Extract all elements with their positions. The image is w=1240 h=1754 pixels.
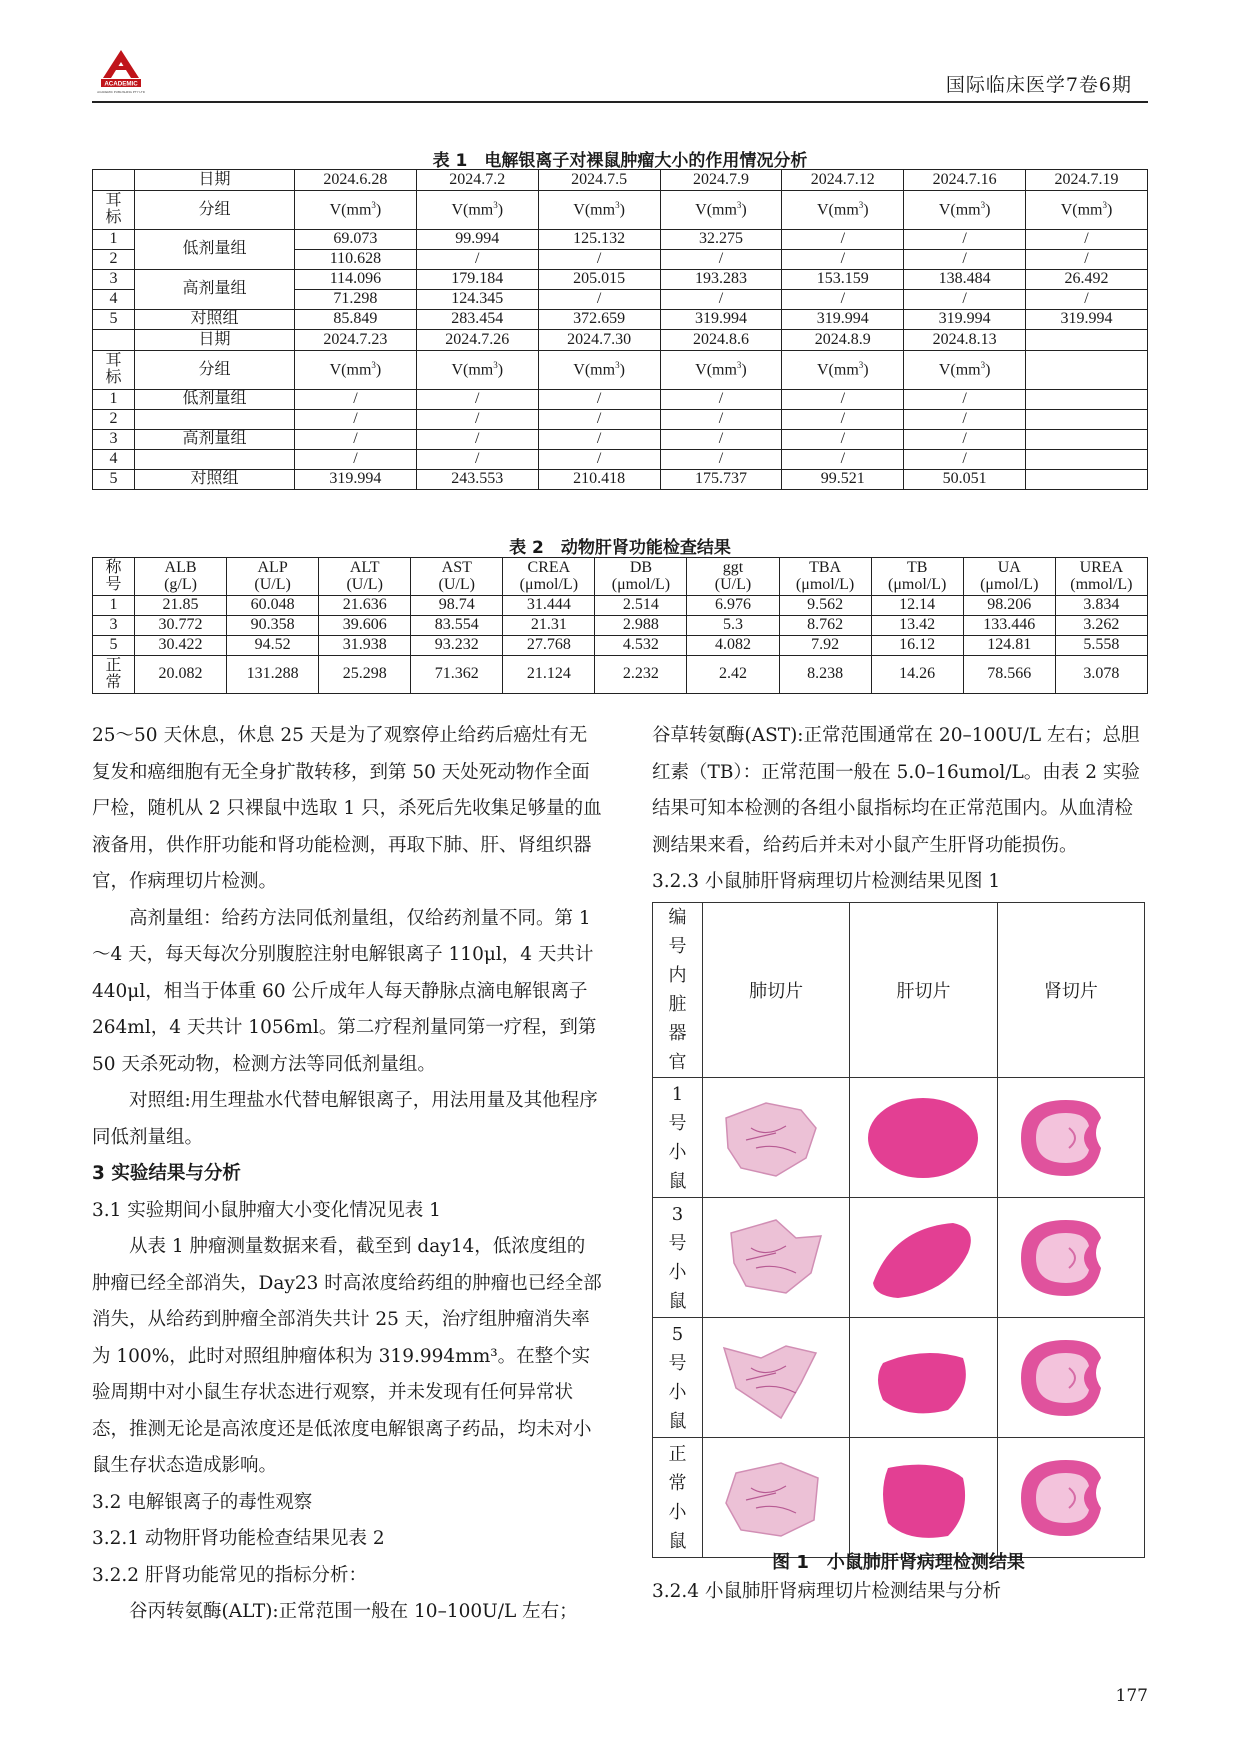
volume-cell: 114.096 [295, 270, 417, 290]
column-header: ALP (U/L) [227, 558, 319, 596]
volume-cell [1026, 450, 1148, 470]
value-cell: 1 [93, 596, 135, 616]
column-header: 称 号 [93, 558, 135, 596]
liver-slice-cell [850, 1198, 997, 1318]
volume-cell: / [660, 290, 782, 310]
volume-cell [1026, 470, 1148, 490]
column-header: TB (μmol/L) [871, 558, 963, 596]
volume-cell: / [538, 410, 660, 430]
value-cell: 30.772 [135, 616, 227, 636]
table-row [93, 390, 1148, 410]
value-cell: 131.288 [227, 656, 319, 694]
value-cell: 31.444 [503, 596, 595, 616]
date-cell: 2024.7.16 [904, 170, 1026, 191]
volume-cell: 124.345 [416, 290, 538, 310]
volume-cell: / [904, 390, 1026, 410]
liver-slice-image [853, 1448, 993, 1548]
volume-cell: 193.283 [660, 270, 782, 290]
paragraph: 谷丙转氨酶(ALT):正常范围一般在 10–100U/L 左右； [129, 1601, 578, 1622]
figure1-caption: 图 1 小鼠肺肝肾病理检测结果 [772, 1552, 1025, 1573]
kidney-slice-cell [997, 1318, 1144, 1438]
volume-cell: / [660, 410, 782, 430]
volume-cell: / [538, 390, 660, 410]
logo-text: ACADEMIC [104, 80, 138, 88]
table2 [92, 557, 1148, 694]
ear-tag: 3 [93, 270, 135, 290]
figure-column-header: 肺切片 [703, 903, 850, 1078]
lung-slice-image [706, 1328, 846, 1428]
volume-cell: 32.275 [660, 230, 782, 250]
kidney-slice-image [1001, 1208, 1141, 1308]
value-cell: 21.124 [503, 656, 595, 694]
column-header: UA (μmol/L) [963, 558, 1055, 596]
column-header: DB (μmol/L) [595, 558, 687, 596]
value-cell: 39.606 [319, 616, 411, 636]
logo-subtext: ACADEMIC PUBLISHING PTY LTD [97, 90, 145, 94]
value-cell: 2.232 [595, 656, 687, 694]
volume-cell: / [416, 430, 538, 450]
volume-cell: / [660, 430, 782, 450]
date-cell: 2024.8.9 [782, 330, 904, 351]
volume-cell: 153.159 [782, 270, 904, 290]
value-cell: 30.422 [135, 636, 227, 656]
ear-tag: 4 [93, 290, 135, 310]
ear-tag: 3 [93, 430, 135, 450]
volume-cell: / [660, 390, 782, 410]
value-cell: 8.762 [779, 616, 871, 636]
volume-cell: / [538, 450, 660, 470]
value-cell: 31.938 [319, 636, 411, 656]
volume-cell: / [538, 290, 660, 310]
paragraph: 谷草转氨酶(AST):正常范围通常在 20–100U/L 左右；总胆红素（TB）：正常范围一般在 5.0–16umol/L。由表 2 实验结果可知本检测的各组小鼠指标均在正常范围内。从血清检测结果来看，给药后并未对小鼠产生肝肾功能损伤。 [652, 725, 1140, 856]
paragraph: 3.2 电解银离子的毒性观察 [92, 1491, 313, 1513]
kidney-slice-image [1001, 1088, 1141, 1188]
figure-column-header: 肾切片 [997, 903, 1144, 1078]
unit-header: $V(mm^3)$ [904, 351, 1026, 390]
value-cell: 2.42 [687, 656, 779, 694]
volume-cell: 179.184 [416, 270, 538, 290]
table-row [93, 430, 1148, 450]
date-cell: 2024.7.23 [295, 330, 417, 351]
volume-cell: / [660, 450, 782, 470]
liver-slice-cell [850, 1318, 997, 1438]
volume-cell: / [1026, 230, 1148, 250]
volume-cell: / [782, 430, 904, 450]
figure-row [653, 1198, 1145, 1318]
column-header: ALB (g/L) [135, 558, 227, 596]
value-cell: 14.26 [871, 656, 963, 694]
volume-cell: 50.051 [904, 470, 1026, 490]
value-cell: 5.3 [687, 616, 779, 636]
volume-cell: 175.737 [660, 470, 782, 490]
table2-caption: 表 2 动物肝肾功能检查结果 [509, 538, 731, 558]
value-cell: 21.31 [503, 616, 595, 636]
left-column-text [92, 718, 602, 1631]
volume-cell: 372.659 [538, 310, 660, 330]
volume-cell: 138.484 [904, 270, 1026, 290]
value-cell: 21.636 [319, 596, 411, 616]
table-row [93, 310, 1148, 330]
unit-header: $V(mm^3)$ [538, 191, 660, 230]
unit-header: $V(mm^3)$ [782, 191, 904, 230]
date-cell: 2024.6.28 [295, 170, 417, 191]
value-cell: 94.52 [227, 636, 319, 656]
kidney-slice-cell [997, 1198, 1144, 1318]
volume-cell: / [416, 250, 538, 270]
paragraph: 3 实验结果与分析 [92, 1163, 241, 1184]
date-cell [1026, 330, 1148, 351]
value-cell: 3.078 [1055, 656, 1147, 694]
date-cell: 2024.8.13 [904, 330, 1026, 351]
table-row [93, 410, 1148, 430]
liver-slice-cell [850, 1078, 997, 1198]
group-name: 对照组 [135, 310, 295, 330]
volume-cell: 319.994 [904, 310, 1026, 330]
volume-cell: / [904, 250, 1026, 270]
table-row [93, 616, 1148, 636]
volume-cell: / [904, 450, 1026, 470]
volume-cell: / [782, 290, 904, 310]
table-row-normal [93, 656, 1148, 694]
unit-header: $V(mm^3)$ [295, 191, 417, 230]
column-header: TBA (μmol/L) [779, 558, 871, 596]
journal-title: 国际临床医学7卷6期 [945, 74, 1132, 96]
value-cell: 8.238 [779, 656, 871, 694]
volume-cell: / [1026, 250, 1148, 270]
volume-cell: 85.849 [295, 310, 417, 330]
value-cell: 3.834 [1055, 596, 1147, 616]
value-cell: 5 [93, 636, 135, 656]
value-cell: 5.558 [1055, 636, 1147, 656]
volume-cell: / [782, 250, 904, 270]
figure-row-label: 1 号 小 鼠 [653, 1078, 703, 1198]
table-row [93, 596, 1148, 616]
value-cell: 9.562 [779, 596, 871, 616]
lung-slice-image [706, 1088, 846, 1188]
ear-tag: 5 [93, 310, 135, 330]
ear-tag: 2 [93, 250, 135, 270]
volume-cell: / [782, 410, 904, 430]
figure1-grid [652, 902, 1145, 1558]
column-header: ggt (U/L) [687, 558, 779, 596]
paragraph: 从表 1 肿瘤测量数据来看，截至到 day14，低浓度组的肿瘤已经全部消失，Day23 时高浓度给药组的肿瘤也已经全部消失，从给药到肿瘤全部消失共计 25 天，治疗组肿瘤消失率为 100%，此时对照组肿瘤体积为 319.994mm³。在整个实验周期中对小鼠生存状态进行观察，并未发现有任何异常状态，推测无论是高浓度还是低浓度电解银离子药品，均未对小鼠生存状态造成影响。 [92, 1236, 602, 1476]
volume-cell: 319.994 [782, 310, 904, 330]
volume-cell: / [904, 410, 1026, 430]
value-cell: 3.262 [1055, 616, 1147, 636]
paragraph: 对照组:用生理盐水代替电解银离子，用法用量及其他程序同低剂量组。 [92, 1090, 598, 1148]
table-row [93, 230, 1148, 250]
date-cell: 2024.7.30 [538, 330, 660, 351]
paragraph: 25～50 天休息，休息 25 天是为了观察停止给药后癌灶有无复发和癌细胞有无全身扩散转移，到第 50 天处死动物作全面尸检，随机从 2 只裸鼠中选取 1 只，杀死后先收集足够量的血液备用，供作肝功能和肾功能检测，再取下肺、肝、肾组织器官，作病理切片检测。 [92, 725, 602, 892]
value-cell: 20.082 [135, 656, 227, 694]
value-cell: 124.81 [963, 636, 1055, 656]
value-cell: 71.362 [411, 656, 503, 694]
volume-cell: 99.994 [416, 230, 538, 250]
date-cell: 2024.7.9 [660, 170, 782, 191]
lung-slice-cell [703, 1198, 850, 1318]
volume-cell: / [904, 430, 1026, 450]
column-header: ALT (U/L) [319, 558, 411, 596]
value-cell: 12.14 [871, 596, 963, 616]
unit-header: $V(mm^3)$ [1026, 191, 1148, 230]
group-name: 高剂量组 [135, 270, 295, 310]
volume-cell: / [295, 410, 417, 430]
kidney-slice-cell [997, 1438, 1144, 1558]
volume-cell: 319.994 [1026, 310, 1148, 330]
volume-cell: / [416, 390, 538, 410]
ear-tag: 4 [93, 450, 135, 470]
unit-header: $V(mm^3)$ [295, 351, 417, 390]
date-cell: 2024.7.12 [782, 170, 904, 191]
value-cell: 78.566 [963, 656, 1055, 694]
unit-header: $V(mm^3)$ [538, 351, 660, 390]
unit-header: $V(mm^3)$ [416, 351, 538, 390]
lung-slice-image [706, 1448, 846, 1548]
unit-header: $V(mm^3)$ [416, 191, 538, 230]
value-cell: 2.988 [595, 616, 687, 636]
volume-cell: / [538, 250, 660, 270]
ear-tag-header: 耳 标 [93, 351, 135, 390]
volume-cell: 26.492 [1026, 270, 1148, 290]
value-cell: 7.92 [779, 636, 871, 656]
volume-cell: / [295, 450, 417, 470]
publisher-logo [95, 48, 147, 96]
column-header: AST (U/L) [411, 558, 503, 596]
value-cell: 13.42 [871, 616, 963, 636]
date-cell: 2024.8.6 [660, 330, 782, 351]
volume-cell: / [782, 230, 904, 250]
value-cell: 98.74 [411, 596, 503, 616]
unit-header: $V(mm^3)$ [782, 351, 904, 390]
figure-row-label: 正 常 小 鼠 [653, 1438, 703, 1558]
volume-cell: / [782, 390, 904, 410]
volume-cell: / [295, 430, 417, 450]
row-label: 正 常 [93, 656, 135, 694]
right-column-text [652, 718, 1145, 901]
group-header: 分组 [135, 351, 295, 390]
figure-row [653, 1078, 1145, 1198]
value-cell: 25.298 [319, 656, 411, 694]
value-cell: 16.12 [871, 636, 963, 656]
group-name [135, 410, 295, 430]
group-name: 对照组 [135, 470, 295, 490]
ear-tag: 1 [93, 390, 135, 410]
volume-cell: / [1026, 290, 1148, 310]
figure-row-label: 5 号 小 鼠 [653, 1318, 703, 1438]
kidney-slice-image [1001, 1328, 1141, 1428]
paragraph: 3.1 实验期间小鼠肿瘤大小变化情况见表 1 [92, 1199, 441, 1221]
paragraph: 3.2.3 小鼠肺肝肾病理切片检测结果见图 1 [652, 871, 1001, 892]
value-cell: 83.554 [411, 616, 503, 636]
volume-cell: 110.628 [295, 250, 417, 270]
group-name: 低剂量组 [135, 230, 295, 270]
date-cell: 2024.7.19 [1026, 170, 1148, 191]
volume-cell: 243.553 [416, 470, 538, 490]
volume-cell: 319.994 [295, 470, 417, 490]
paragraph: 3.2.1 动物肝肾功能检查结果见表 2 [92, 1528, 385, 1549]
liver-slice-cell [850, 1438, 997, 1558]
figure-row-label: 3 号 小 鼠 [653, 1198, 703, 1318]
date-header: 日期 [135, 170, 295, 191]
paragraph: 高剂量组：给药方法同低剂量组，仅给药剂量不同。第 1～4 天，每天每次分别腹腔注射电解银离子 110μl，4 天共计 440μl，相当于体重 60 公斤成年人每天静脉点滴电解银离子 264ml，4 天共计 1056ml。第二疗程剂量同第一疗程，到第 50 天杀死动物，检测方法等同低剂量组。 [92, 907, 597, 1075]
volume-cell: 125.132 [538, 230, 660, 250]
value-cell: 3 [93, 616, 135, 636]
volume-cell: / [416, 410, 538, 430]
volume-cell: / [660, 250, 782, 270]
volume-cell [1026, 390, 1148, 410]
unit-header: $V(mm^3)$ [904, 191, 1026, 230]
figure-row [653, 1318, 1145, 1438]
liver-slice-image [853, 1208, 993, 1308]
value-cell: 6.976 [687, 596, 779, 616]
group-name: 高剂量组 [135, 430, 295, 450]
value-cell: 60.048 [227, 596, 319, 616]
group-name [135, 450, 295, 470]
paragraph: 3.2.2 肝肾功能常见的指标分析： [92, 1564, 367, 1586]
volume-cell [1026, 430, 1148, 450]
date-cell: 2024.7.2 [416, 170, 538, 191]
value-cell: 21.85 [135, 596, 227, 616]
unit-header: $V(mm^3)$ [660, 191, 782, 230]
value-cell: 98.206 [963, 596, 1055, 616]
lung-slice-cell [703, 1318, 850, 1438]
table-row [93, 450, 1148, 470]
lung-slice-cell [703, 1078, 850, 1198]
volume-cell: / [904, 290, 1026, 310]
table-row [93, 636, 1148, 656]
value-cell: 4.082 [687, 636, 779, 656]
column-header: CREA (μmol/L) [503, 558, 595, 596]
lung-slice-cell [703, 1438, 850, 1558]
value-cell: 93.232 [411, 636, 503, 656]
kidney-slice-cell [997, 1078, 1144, 1198]
table1 [92, 169, 1148, 490]
volume-cell: 210.418 [538, 470, 660, 490]
section-3-2-4-heading: 3.2.4 小鼠肺肝肾病理切片检测结果与分析 [652, 1581, 1001, 1602]
volume-cell: / [904, 230, 1026, 250]
lung-slice-image [706, 1208, 846, 1308]
column-header: UREA (mmol/L) [1055, 558, 1147, 596]
date-cell: 2024.7.5 [538, 170, 660, 191]
volume-cell: 99.521 [782, 470, 904, 490]
liver-slice-image [853, 1088, 993, 1188]
header-rule [92, 101, 1148, 103]
value-cell: 90.358 [227, 616, 319, 636]
volume-cell: / [295, 390, 417, 410]
page-number: 177 [1115, 1686, 1148, 1706]
volume-cell: / [416, 450, 538, 470]
volume-cell: / [538, 430, 660, 450]
figure-corner-label: 编 号 内 脏 器 官 [653, 903, 703, 1078]
value-cell: 2.514 [595, 596, 687, 616]
group-name: 低剂量组 [135, 390, 295, 410]
liver-slice-image [853, 1328, 993, 1428]
unit-header: $V(mm^3)$ [660, 351, 782, 390]
group-header: 分组 [135, 191, 295, 230]
table-row [93, 270, 1148, 290]
date-header: 日期 [135, 330, 295, 351]
kidney-slice-image [1001, 1448, 1141, 1548]
value-cell: 4.532 [595, 636, 687, 656]
table1-caption: 表 1 电解银离子对裸鼠肿瘤大小的作用情况分析 [432, 151, 808, 171]
ear-tag: 5 [93, 470, 135, 490]
value-cell: 27.768 [503, 636, 595, 656]
table-row [93, 470, 1148, 490]
ear-tag: 1 [93, 230, 135, 250]
date-cell: 2024.7.26 [416, 330, 538, 351]
volume-cell: 319.994 [660, 310, 782, 330]
volume-cell [1026, 410, 1148, 430]
figure-row [653, 1438, 1145, 1558]
ear-tag-header: 耳 标 [93, 191, 135, 230]
volume-cell: 205.015 [538, 270, 660, 290]
ear-tag: 2 [93, 410, 135, 430]
value-cell: 133.446 [963, 616, 1055, 636]
volume-cell: 71.298 [295, 290, 417, 310]
volume-cell: 69.073 [295, 230, 417, 250]
volume-cell: 283.454 [416, 310, 538, 330]
volume-cell: / [782, 450, 904, 470]
figure-column-header: 肝切片 [850, 903, 997, 1078]
